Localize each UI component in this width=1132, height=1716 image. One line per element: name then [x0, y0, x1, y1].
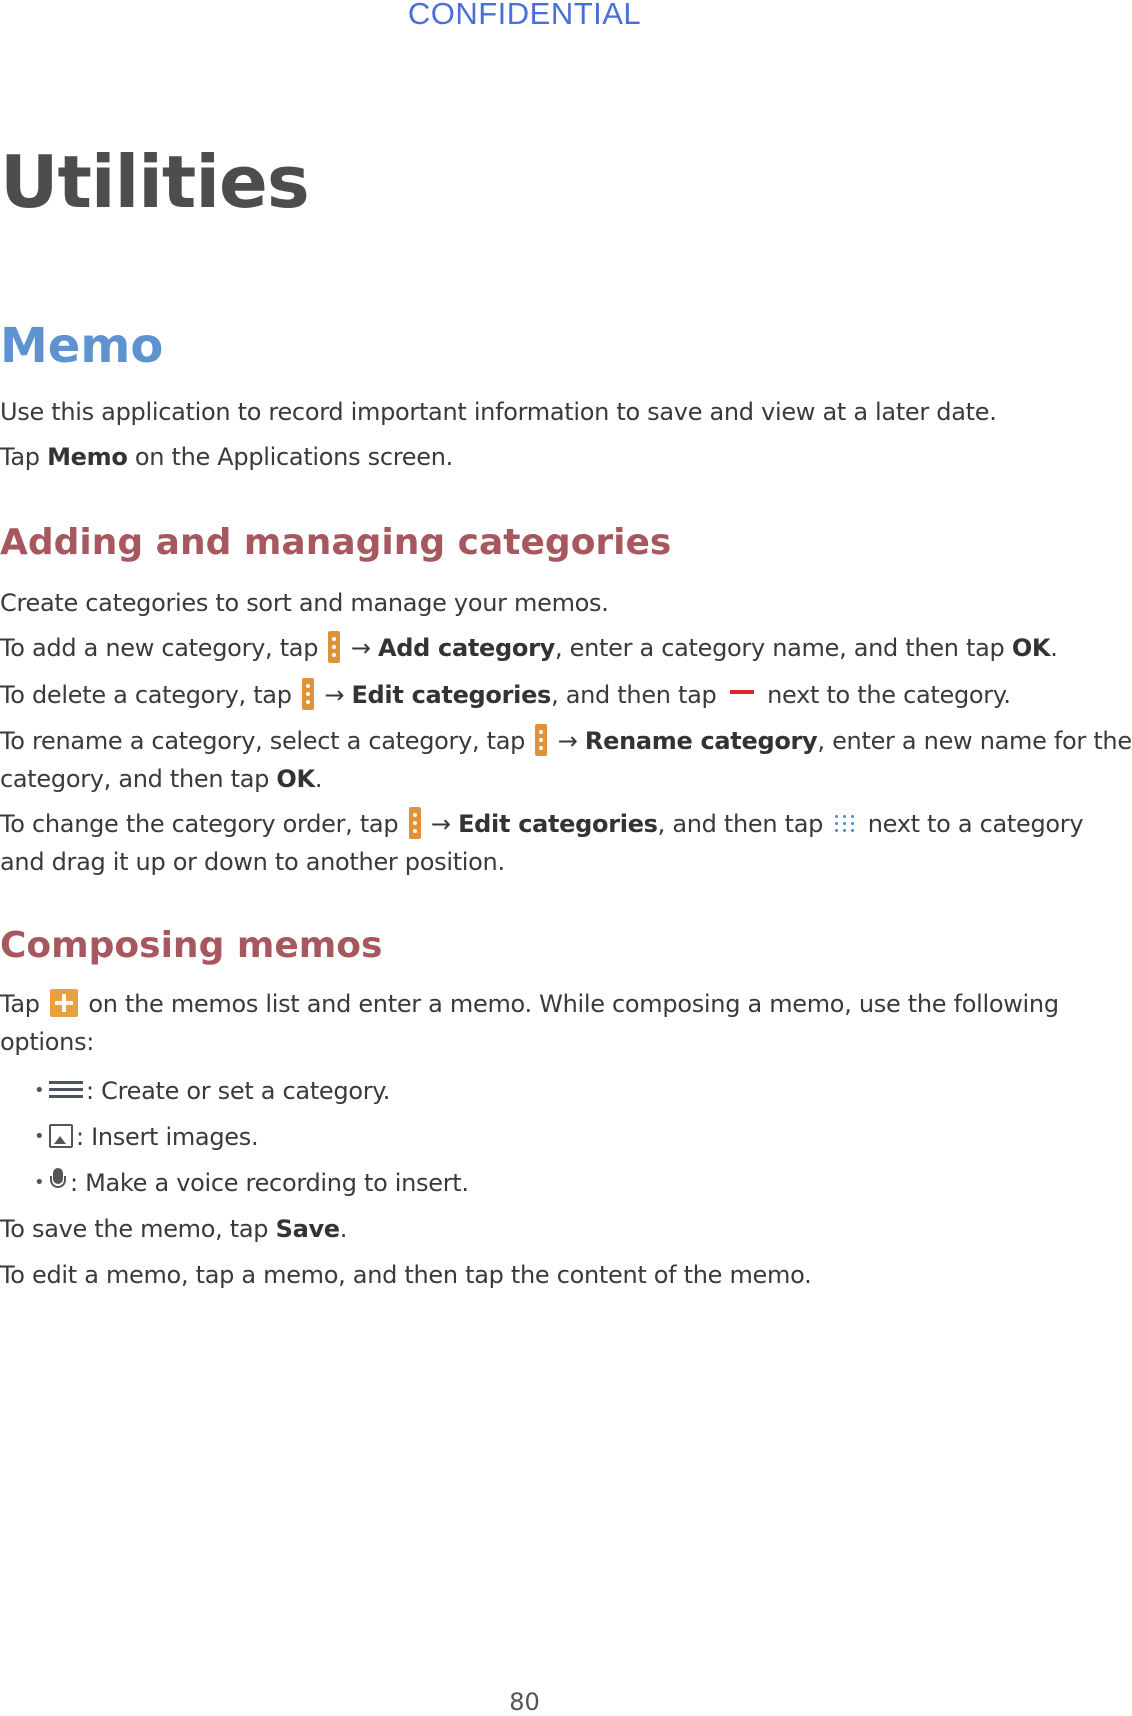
image-icon — [49, 1124, 73, 1148]
microphone-icon — [49, 1168, 67, 1196]
subsection-title-categories: Adding and managing categories — [0, 522, 672, 563]
compose-instruction-line2: options: — [0, 1028, 95, 1056]
confidential-watermark: CONFIDENTIAL — [407, 0, 642, 31]
bullet: • — [34, 1080, 45, 1101]
subsection-title-composing: Composing memos — [0, 925, 383, 966]
menu-icon — [535, 724, 547, 756]
categories-intro: Create categories to sort and manage your memos. — [0, 589, 609, 617]
category-list-icon — [49, 1078, 83, 1102]
memo-description: Use this application to record important information to save and view at a later date. — [0, 398, 997, 426]
memo-launch-instruction: Tap Memo on the Applications screen. — [0, 443, 453, 471]
add-category-instruction: To add a new category, tap → Add category, enter a category name, and then tap OK. — [0, 629, 1058, 667]
rename-category-instruction: To rename a category, select a category, tap → Rename category, enter a new name for the — [0, 722, 1132, 760]
menu-icon — [409, 807, 421, 839]
reorder-category-instruction: To change the category order, tap → Edit categories, and then tap next to a category — [0, 805, 1083, 843]
bullet: • — [34, 1172, 45, 1193]
option-images: : Insert images. — [46, 1118, 258, 1156]
option-category: : Create or set a category. — [46, 1072, 390, 1110]
chapter-title: Utilities — [0, 140, 309, 224]
rename-category-instruction-line2: category, and then tap OK. — [0, 765, 323, 793]
menu-icon — [302, 678, 314, 710]
save-instruction: To save the memo, tap Save. — [0, 1215, 348, 1243]
edit-instruction: To edit a memo, tap a memo, and then tap the content of the memo. — [0, 1261, 812, 1289]
option-voice: : Make a voice recording to insert. — [46, 1164, 469, 1202]
page-number: 80 — [509, 1688, 540, 1716]
compose-instruction: Tap on the memos list and enter a memo. While composing a memo, use the following — [0, 990, 1059, 1018]
menu-icon — [328, 631, 340, 663]
reorder-category-instruction-line2: and drag it up or down to another position. — [0, 848, 505, 876]
delete-minus-icon — [730, 690, 754, 694]
section-title-memo: Memo — [0, 318, 164, 374]
memo-app-name: Memo — [47, 443, 128, 471]
add-memo-icon — [50, 989, 78, 1017]
bullet: • — [34, 1126, 45, 1147]
delete-category-instruction: To delete a category, tap → Edit categories, and then tap next to the category. — [0, 676, 1011, 714]
drag-handle-icon — [833, 812, 857, 834]
